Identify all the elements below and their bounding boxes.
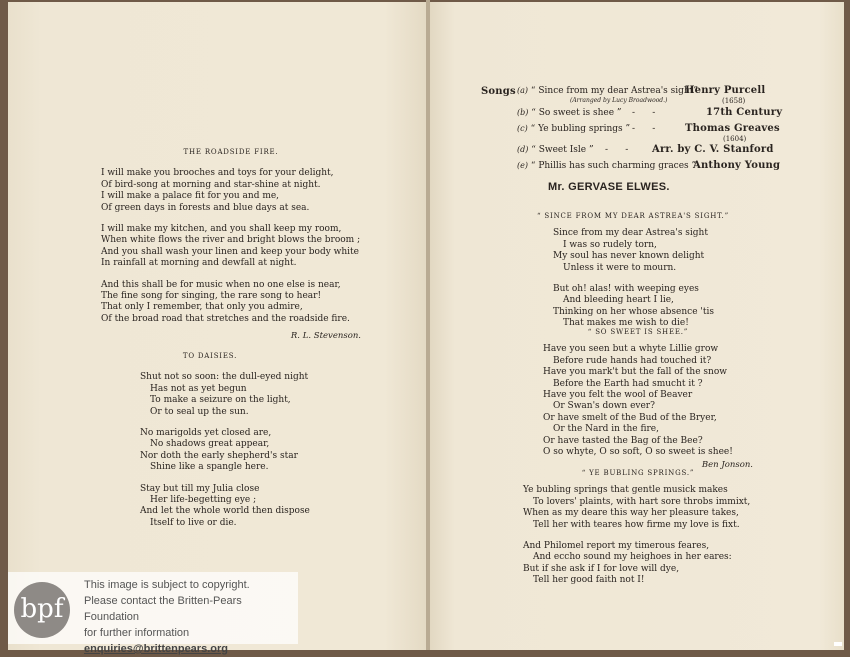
poem-line: Of bird-song at morning and star-shine at night.	[101, 179, 321, 190]
stanza-break	[101, 214, 361, 224]
poem-line: Since from my dear Astrea's sight	[553, 228, 708, 239]
poem-line: No shadows great appear,	[150, 439, 270, 450]
poem-line: Of the broad road that stretches and the roadside fire.	[101, 313, 350, 324]
poem-line: I was so rudely torn,	[563, 239, 657, 250]
poem-line: O so whyte, O so soft, O so sweet is shee!	[543, 447, 733, 458]
program-dashes-c: - -	[632, 124, 656, 134]
program-composer-e: Anthony Young	[693, 160, 781, 171]
program-title: “ So sweet is shee ”	[531, 108, 622, 118]
poem-line: Or the Nard in the fire,	[553, 424, 659, 435]
poem-line: That only I remember, that only you admire,	[101, 302, 303, 313]
program-letter: (a)	[517, 86, 529, 95]
poem-title: TO DAISIES.	[182, 352, 238, 360]
poem-line: Ye bubling springs that gentle musick makes	[523, 485, 728, 496]
poem-line: And let the whole world then dispose	[140, 506, 310, 517]
poem-line: And bleeding heart I lie,	[563, 295, 674, 306]
program-title: “ Ye bubling springs ”	[530, 124, 631, 134]
poem-line: Shut not so soon: the dull-eyed night	[140, 372, 309, 383]
poem-author: R. L. Stevenson.	[290, 331, 361, 342]
program-title: “ Phillis has such charming graces ”	[530, 161, 697, 171]
stanza-break	[140, 418, 320, 428]
program-item-e	[517, 161, 696, 171]
program-dashes-d: - -	[605, 145, 629, 155]
poem-line: Or have tasted the Bag of the Bee?	[543, 435, 703, 446]
poem-line: In rainfall at morning and dewfall at night.	[101, 258, 297, 269]
program-composer-c: Thomas Greaves	[685, 123, 780, 134]
program-composer-a: Henry Purcell	[685, 85, 766, 96]
poem-line: My soul has never known delight	[553, 251, 705, 262]
poem-line: Of green days in forests and blue days at sea.	[101, 202, 310, 213]
poem-line: And you shall wash your linen and keep your body white	[101, 246, 360, 257]
poem-line: But oh! alas! with weeping eyes	[553, 284, 699, 295]
program-title: “ Since from my dear Astrea's sight”	[530, 86, 698, 96]
poem-line: When white flows the river and bright blows the broom ;	[101, 235, 361, 246]
poem-line: Before rude hands had touched it?	[553, 355, 712, 366]
copyright-text	[84, 577, 298, 657]
poem-title: “ YE BUBLING SPRINGS.”	[581, 469, 695, 477]
copyright-line-2: Please contact the Britten-Pears Foundation	[84, 595, 242, 623]
songs-label: Songs	[481, 86, 516, 97]
poem-lines	[543, 344, 763, 458]
poem-lines	[101, 168, 361, 325]
program-note-a: (Arranged by Lucy Broadwood.)	[570, 97, 668, 104]
poem-line: No marigolds yet closed are,	[140, 428, 272, 439]
bpf-logo: bpf	[14, 582, 70, 638]
poem-line: Stay but till my Julia close	[140, 483, 260, 494]
poem-line: To make a seizure on the light,	[150, 395, 291, 406]
poem-lines	[553, 228, 763, 329]
poem-roadside-fire	[101, 147, 361, 343]
poem-to-daisies	[140, 351, 320, 529]
contact-email-link[interactable]: enquiries@brittenpears.org	[84, 643, 228, 655]
poem-ye-bubling-springs	[523, 468, 763, 587]
poem-line: That makes me wish to die!	[563, 318, 689, 329]
poem-lines	[523, 485, 763, 586]
poem-line: The fine song for singing, the rare song to hear!	[101, 291, 322, 302]
poem-line: Nor doth the early shepherd's star	[140, 450, 298, 461]
poem-so-sweet-is-shee	[543, 327, 763, 472]
program-date-a: (1658)	[722, 97, 746, 105]
program-title: “ Sweet Isle ”	[531, 145, 594, 155]
program-date-c: (1604)	[723, 135, 747, 143]
poem-line: Before the Earth had smucht it ?	[553, 378, 703, 389]
poem-author: Ben Jonson.	[701, 460, 753, 471]
poem-line: Itself to live or die.	[150, 517, 237, 528]
program-dashes-b: - -	[632, 108, 656, 118]
poem-line: Her life-begetting eye ;	[150, 495, 257, 506]
program-composer-b: 17th Century	[706, 107, 783, 118]
poem-line: Tell her with teares how firme my love is fixt.	[533, 519, 740, 530]
program-letter: (b)	[517, 108, 529, 117]
poem-line: Tell her good faith not I!	[533, 575, 645, 586]
program-item-b	[517, 108, 622, 118]
program-item-d	[517, 145, 594, 155]
copyright-notice	[8, 572, 298, 655]
program-item-a	[517, 86, 698, 96]
poem-title: THE ROADSIDE FIRE.	[183, 148, 279, 156]
poem-title: “ SINCE FROM MY DEAR ASTREA'S SIGHT.”	[537, 212, 729, 220]
poem-line: Have you felt the wool of Beaver	[543, 390, 693, 401]
poem-line: Or to seal up the sun.	[150, 406, 249, 417]
poem-line: Unless it were to mourn.	[563, 262, 677, 273]
poem-line: And this shall be for music when no one else is near,	[101, 279, 341, 290]
poem-line: And eccho sound my heighoes in her eares:	[533, 552, 732, 563]
poem-line: I will make my kitchen, and you shall keep my room,	[101, 224, 342, 235]
poem-line: Shine like a spangle here.	[150, 462, 269, 473]
poem-line: Have you mark't but the fall of the snow	[543, 367, 727, 378]
image-filename	[834, 642, 842, 646]
poem-lines	[140, 372, 320, 529]
program-letter: (d)	[517, 145, 529, 154]
poem-title: “ SO SWEET IS SHEE.”	[587, 328, 689, 336]
program-letter: (e)	[517, 161, 528, 170]
stanza-break	[523, 531, 763, 541]
performer-name: Mr. GERVASE ELWES.	[548, 181, 670, 193]
poem-line: I will make you brooches and toys for your delight,	[101, 168, 334, 179]
poem-line: And Philomel report my timerous feares,	[523, 541, 710, 552]
poem-since-from-astrea	[537, 211, 763, 330]
poem-line: I will make a palace fit for you and me,	[101, 191, 280, 202]
program-item-c	[517, 124, 630, 134]
poem-line: Have you seen but a whyte Lillie grow	[543, 344, 719, 355]
poem-line: To lovers' plaints, with hart sore throbs immixt,	[533, 496, 751, 507]
program-composer-d: Arr. by C. V. Stanford	[652, 144, 774, 155]
poem-line: Or Swan's down ever?	[553, 401, 655, 412]
copyright-line-1: This image is subject to copyright.	[84, 579, 250, 591]
stanza-break	[101, 270, 361, 280]
program-letter: (c)	[517, 124, 528, 133]
stanza-break	[140, 474, 320, 484]
poem-line: But if she ask if I for love will dye,	[523, 563, 680, 574]
copyright-line-3: for further information	[84, 627, 190, 639]
poem-line: When as my deare this way her pleasure takes,	[523, 508, 739, 519]
poem-line: Or have smelt of the Bud of the Bryer,	[543, 412, 717, 423]
poem-line: Thinking on her whose absence 'tis	[553, 306, 714, 317]
stanza-break	[553, 274, 763, 284]
poem-line: Has not as yet begun	[150, 383, 247, 394]
